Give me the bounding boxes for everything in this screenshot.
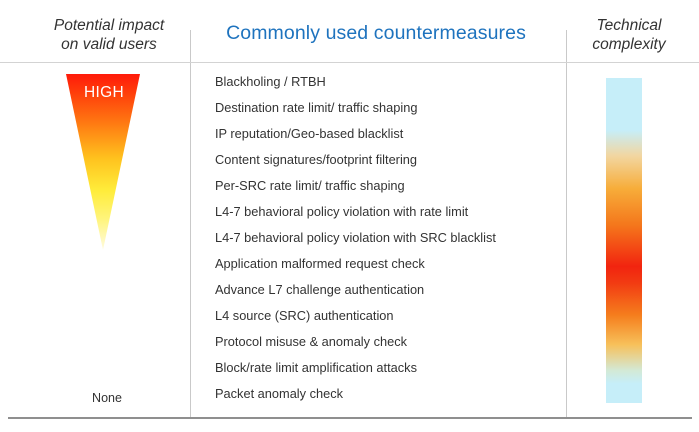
list-item: Destination rate limit/ traffic shaping	[215, 100, 418, 115]
countermeasures-header: Commonly used countermeasures	[226, 22, 526, 44]
list-item: Content signatures/footprint filtering	[215, 152, 418, 167]
column-divider-right	[566, 30, 567, 418]
bottom-rule	[8, 417, 692, 419]
list-item: Protocol misuse & anomaly check	[215, 334, 408, 349]
complexity-header-line1: Technical	[596, 17, 662, 34]
list-item: Advance L7 challenge authentication	[215, 282, 425, 297]
header-divider	[0, 62, 699, 63]
column-divider-left	[190, 30, 191, 418]
list-item: L4-7 behavioral policy violation with rate limit	[215, 204, 469, 219]
list-item: Application malformed request check	[215, 256, 425, 271]
complexity-gradient-bar	[606, 78, 642, 403]
list-item: Packet anomaly check	[215, 386, 344, 401]
impact-none-label: None	[92, 391, 122, 405]
impact-header	[40, 16, 178, 54]
impact-header-line1: Potential impact	[53, 17, 165, 34]
list-item: L4-7 behavioral policy violation with SRC blacklist	[215, 230, 496, 245]
list-item: Per-SRC rate limit/ traffic shaping	[215, 178, 405, 193]
list-item: Blackholing / RTBH	[215, 74, 326, 89]
impact-header-line2: on valid users	[61, 36, 157, 53]
complexity-header	[574, 16, 684, 54]
list-item: L4 source (SRC) authentication	[215, 308, 394, 323]
countermeasures-list	[215, 74, 496, 412]
impact-high-label: HIGH	[84, 84, 124, 101]
complexity-header-line2: complexity	[592, 36, 666, 53]
list-item: IP reputation/Geo-based blacklist	[215, 126, 404, 141]
list-item: Block/rate limit amplification attacks	[215, 360, 417, 375]
